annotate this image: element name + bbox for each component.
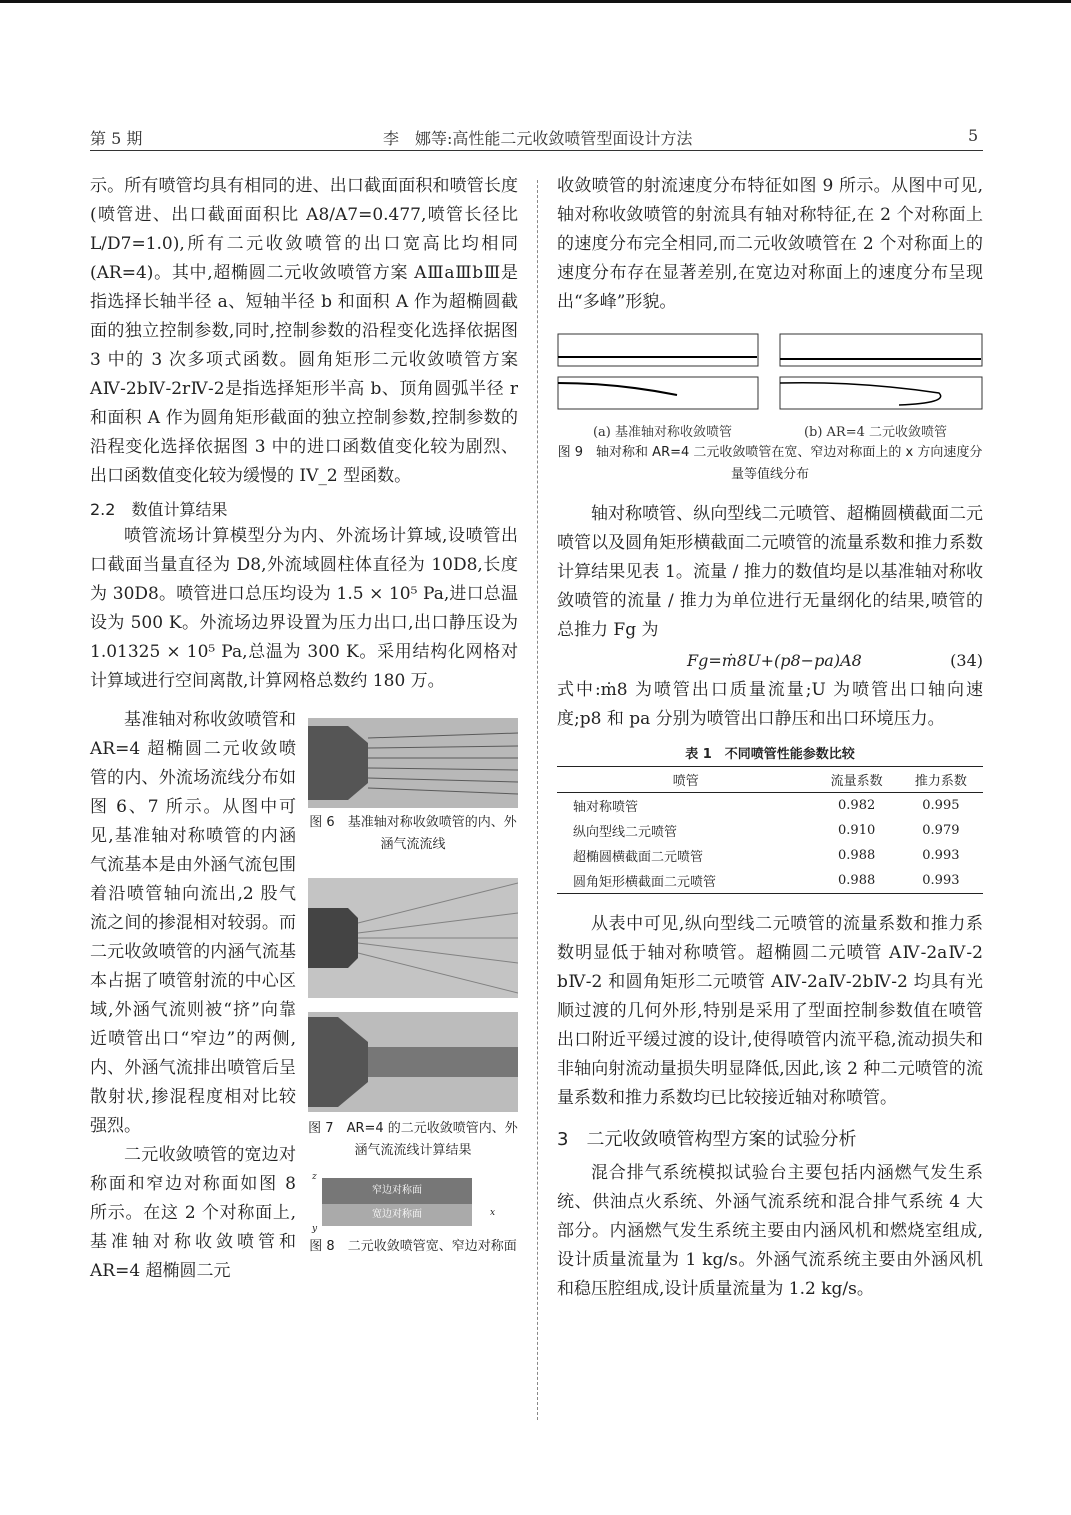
equation-number: (34)	[950, 651, 983, 670]
wide-plane-label: 宽边对称面	[322, 1204, 472, 1226]
table-cell: 0.988	[838, 848, 876, 863]
text-figure-wrap	[90, 696, 518, 1286]
figure-7-caption: 图 7 AR=4 的二元收敛喷管内、外涵气流流线计算结果	[308, 1121, 518, 1158]
figure-9a	[557, 333, 759, 417]
section-heading: 2.2 数值计算结果	[90, 500, 228, 519]
streamline-graphic	[308, 718, 518, 808]
figure-9b	[779, 333, 983, 417]
equation	[557, 651, 983, 670]
column-header: 喷管	[557, 767, 815, 793]
figure-6-caption: 图 6 基准轴对称收敛喷管的内、外涵气流流线	[309, 815, 517, 852]
running-title: 李 娜等:高性能二元收敛喷管型面设计方法	[383, 129, 693, 148]
axis-z-label: z	[312, 1172, 317, 1182]
contour-graphic-a	[557, 333, 759, 413]
equation-body: Fg=ṁ8U+(p8−pa)A8	[687, 651, 862, 670]
table-cell: 0.982	[838, 798, 876, 813]
table-title: 表 1 不同喷管性能参数比较	[685, 747, 855, 762]
figure-6-image	[308, 718, 518, 808]
paragraph: 轴对称喷管、纵向型线二元喷管、超椭圆横截面二元喷管以及圆角矩形横截面二元喷管的流量系数和推力系数计算结果见表 1。流量 / 推力的数值均是以基准轴对称收敛喷管的流量 / 推力为单位进行无量纲化的结果,喷管的总推力 Fg 为	[557, 504, 983, 640]
table-cell: 纵向型线二元喷管	[573, 825, 678, 840]
figure-9-images	[557, 333, 983, 417]
table-cell: 轴对称喷管	[573, 800, 639, 815]
paragraph: 从表中可见,纵向型线二元喷管的流量系数和推力系数明显低于轴对称喷管。超椭圆二元喷管 AⅣ-2aⅣ-2 bⅣ-2 和圆角矩形二元喷管 AⅣ-2aⅣ-2bⅣ-2 均具有光顺过渡的几何外形,特别是采用了型面控制参数值在喷管出口附近平缓过渡的设计,使得喷管内流平稳,流动损失和非轴向射流动量损失明显降低,因此,该 2 种二元喷管的流量系数和推力系数均已比较接近轴对称喷管。	[557, 914, 983, 1108]
table-cell: 0.910	[838, 823, 876, 838]
table-header-row	[557, 767, 983, 793]
column-header: 推力系数	[899, 767, 983, 793]
figure-9b-caption: (b) AR=4 二元收敛喷管	[803, 425, 948, 440]
table-cell: 0.995	[922, 798, 960, 813]
table-row	[557, 818, 983, 843]
paragraph: 基准轴对称收敛喷管和 AR=4 超椭圆二元收敛喷管的内、外流场流线分布如图 6、7 所示。从图中可见,基准轴对称喷管的内涵气流基本是由外涵气流包围着沿喷管轴向流出,2 股气流之间的掺混相对较弱。而二元收敛喷管的内涵气流基本占据了喷管射流的中心区域,外涵气流则被“挤”向靠近喷管出口“窄边”的两侧,内、外涵气流排出喷管后呈散射状,掺混程度相对比较强烈。	[90, 710, 296, 1136]
table-cell: 超椭圆横截面二元喷管	[573, 850, 704, 865]
wrap-text	[90, 696, 296, 1286]
figure-9a-caption: (a) 基准轴对称收敛喷管	[592, 425, 732, 440]
paragraph: 喷管流场计算模型分为内、外流场计算域,设喷管出口截面当量直径为 D8,外流域圆柱体直径为 10D8,长度为 30D8。喷管进口总压均设为 1.5 × 10⁵ Pa,进口总温设为 500 K。外流场边界设置为压力出口,出口静压设为 1.01325 × 10⁵ Pa,总温为 300 K。采用结构化网格对计算域进行空间离散,计算网格总数约 180 万。	[90, 526, 518, 691]
table-cell: 0.979	[922, 823, 960, 838]
figure-stack	[308, 696, 518, 1286]
figure-9-subcaptions	[557, 421, 983, 440]
table-cell: 0.993	[922, 848, 960, 863]
issue-number: 第 5 期	[90, 129, 143, 148]
table-cell: 0.988	[815, 868, 899, 894]
left-column	[90, 172, 518, 1286]
paragraph: 收敛喷管的射流速度分布特征如图 9 所示。从图中可见,轴对称收敛喷管的射流具有轴对称特征,在 2 个对称面上的速度分布完全相同,而二元收敛喷管在 2 个对称面上的速度分布存在显著差别,在宽边对称面上的速度分布呈现出“多峰”形貌。	[557, 176, 983, 312]
figure-9-caption: 图 9 轴对称和 AR=4 二元收敛喷管在宽、窄边对称面上的 x 方向速度分量等值线分布	[557, 445, 983, 482]
paragraph: 式中:ṁ8 为喷管出口质量流量;U 为喷管出口轴向速度;p8 和 pa 分别为喷管出口静压和出口环境压力。	[557, 680, 983, 729]
right-column	[557, 172, 983, 1304]
figure-7-image-bottom	[308, 1012, 518, 1112]
narrow-plane-label: 窄边对称面	[322, 1178, 472, 1204]
top-rule	[0, 0, 1071, 3]
figure-8-caption: 图 8 二元收敛喷管宽、窄边对称面	[309, 1239, 517, 1254]
streamline-graphic	[308, 1012, 518, 1112]
table-row	[557, 843, 983, 868]
page-number: 5	[968, 126, 979, 145]
table-cell: 圆角矩形横截面二元喷管	[557, 868, 815, 894]
table-row	[557, 793, 983, 819]
column-divider	[537, 180, 538, 1420]
table-row	[557, 868, 983, 894]
axis-y-label: y	[312, 1224, 318, 1234]
figure-7-image-top	[308, 878, 518, 998]
streamline-graphic	[308, 878, 518, 998]
column-header: 流量系数	[815, 767, 899, 793]
performance-table	[557, 766, 983, 894]
contour-graphic-b	[779, 333, 983, 413]
paragraph: 混合排气系统模拟试验台主要包括内涵燃气发生系统、供油点火系统、外涵气流系统和混合排气系统 4 大部分。内涵燃气发生系统主要由内涵风机和燃烧室组成,设计质量流量为 1 kg/s。外涵气流系统主要由外涵风机和稳压腔组成,设计质量流量为 1.2 kg/s。	[557, 1163, 983, 1299]
axis-x-label: x	[490, 1208, 496, 1218]
table-cell: 0.993	[899, 868, 983, 894]
figure-8-image	[308, 1172, 518, 1236]
paragraph: 二元收敛喷管的宽边对称面和窄边对称面如图 8 所示。在这 2 个对称面上,基准轴对称收敛喷管和 AR=4 超椭圆二元	[90, 1145, 296, 1281]
paragraph: 示。所有喷管均具有相同的进、出口截面面积和喷管长度(喷管进、出口截面面积比 A8/A7=0.477,喷管长径比 L/D7=1.0),所有二元收敛喷管的出口宽高比均相同(AR=4)。其中,超椭圆二元收敛喷管方案 AⅢaⅢbⅢ是指选择长轴半径 a、短轴半径 b 和面积 A 作为超椭圆截面的独立控制参数,同时,控制参数的沿程变化选择依据图 3 中的 3 次多项式函数。圆角矩形二元收敛喷管方案 AⅣ-2bⅣ-2rⅣ-2是指选择矩形半高 b、顶角圆弧半径 r 和面积 A 作为圆角矩形截面的独立控制参数,控制参数的沿程变化选择依据图 3 中的进口函数值变化较为剧烈、出口函数值变化较为缓慢的 IV_2 型函数。	[90, 176, 518, 486]
header-rule	[90, 150, 983, 151]
section-heading: 3 二元收敛喷管构型方案的试验分析	[557, 1129, 857, 1150]
